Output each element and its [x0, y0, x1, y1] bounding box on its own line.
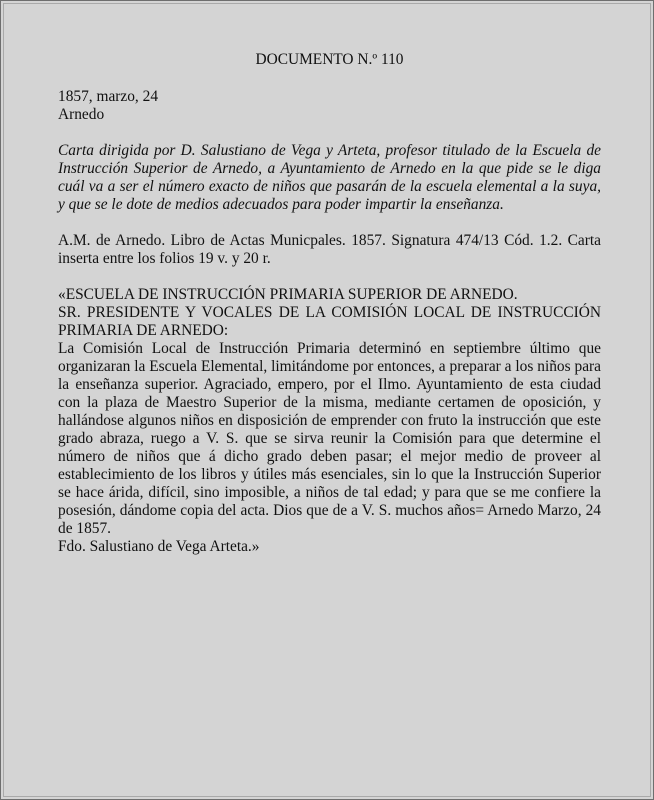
letter-heading: «ESCUELA DE INSTRUCCIÓN PRIMARIA SUPERIOR DE ARNEDO. — [58, 286, 518, 303]
letter-transcription — [58, 286, 601, 556]
date-place-block — [58, 88, 601, 124]
archive-source: A.M. de Arnedo. Libro de Actas Municpales. 1857. Signatura 474/13 Cód. 1.2. Carta inserta entre los folios 19 v. y 20 r. — [58, 232, 601, 267]
letter-signature: Fdo. Salustiano de Vega Arteta.» — [58, 538, 260, 555]
document-place: Arnedo — [58, 106, 105, 123]
document-summary: Carta dirigida por D. Salustiano de Vega y Arteta, profesor titulado de la Escuela de Instrucción Superior de Arnedo, a Ayuntamiento de Arnedo en la que pide se le diga cuál va a ser el número exacto de niños que pasarán de la escuela elemental a la suya, y que se le dote de medios adecuados para poder impartir la enseñanza. — [58, 142, 601, 213]
letter-addressee: SR. PRESIDENTE Y VOCALES DE LA COMISIÓN LOCAL DE INSTRUCCIÓN PRIMARIA DE ARNEDO: — [58, 304, 601, 339]
letter-body: La Comisión Local de Instrucción Primaria determinó en septiembre último que organizaran la Escuela Elemental, limitándome por entonces, a preparar a los niños para la enseñanza superior. Agraciado, empero, por el Ilmo. Ayuntamiento de esta ciudad con la plaza de Maestro Superior de la misma, mediante certamen de oposición, y hallándose algunos niños en disposición de emprender con fruto la instrucción que este grado abraza, ruego a V. S. que se sirva reunir la Comisión para que determine el número de niños que á dicho grado deben pasar; el mejor medio de proveer al establecimiento de los libros y útiles más esenciales, sin lo que la Instrucción Superior se hace árida, difícil, sino imposible, a niños de tal edad; y para que se me confiere la posesión, dándome copia del acta. Dios que de a V. S. muchos años= Arnedo Marzo, 24 de 1857. — [58, 340, 601, 537]
document-content — [58, 51, 601, 556]
document-date: 1857, marzo, 24 — [58, 88, 159, 105]
document-title: DOCUMENTO N.º 110 — [255, 51, 404, 68]
